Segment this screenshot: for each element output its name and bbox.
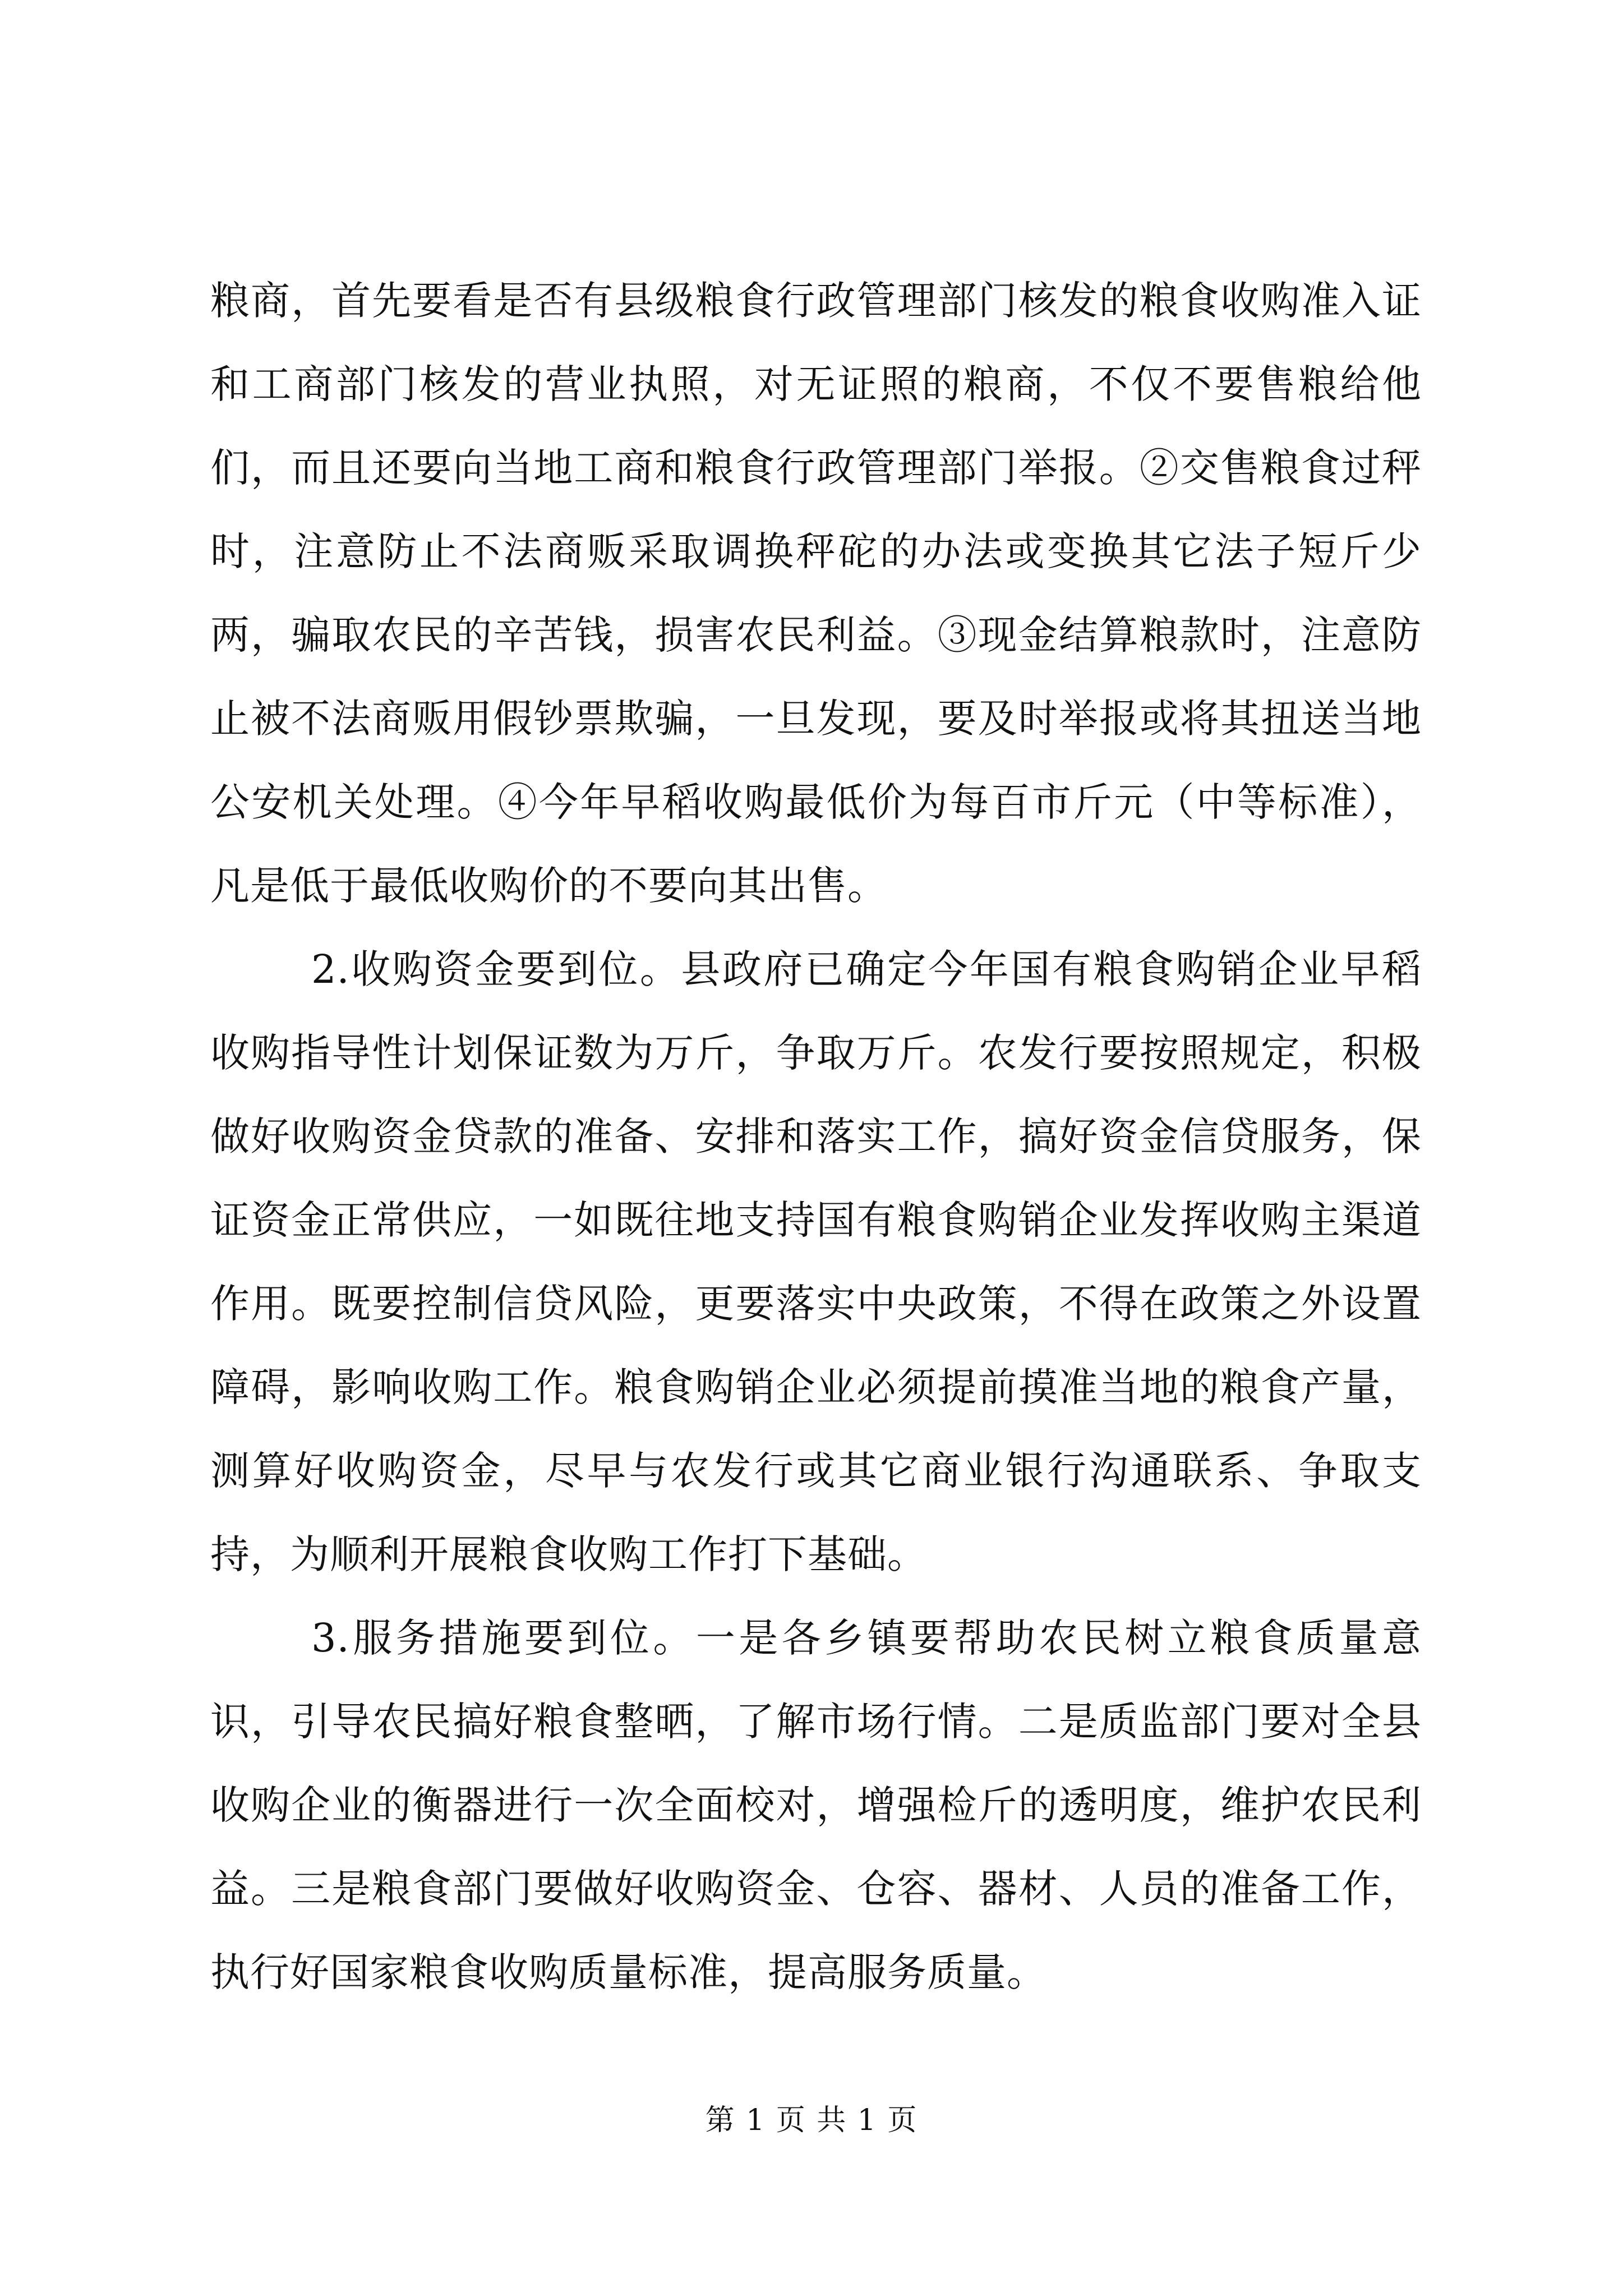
page-number-footer: 第 1 页 共 1 页 [705, 2104, 918, 2137]
paragraph-continuation: 粮商，首先要看是否有县级粮食行政管理部门核发的粮食收购准入证和工商部门核发的营业执照，对无证照的粮商，不仅不要售粮给他们，而且还要向当地工商和粮食行政管理部门举报。②交售粮食过秤时，注意防止不法商贩采取调换秤砣的办法或变换其它法子短斤少两，骗取农民的辛苦钱，损害农民利益。③现金结算粮款时，注意防止被不法商贩用假钞票欺骗，一旦发现，要及时举报或将其扭送当地公安机关处理。④今年早稻收购最低价为每百市斤元（中等标准），凡是低于最低收购价的不要向其出售。 [210, 278, 1422, 909]
paragraph-service-measures: 3.服务措施要到位。一是各乡镇要帮助农民树立粮食质量意识，引导农民搞好粮食整晒，了解市场行情。二是质监部门要对全县收购企业的衡器进行一次全面校对，增强检斤的透明度，维护农民利益。三是粮食部门要做好收购资金、仓容、器材、人员的准备工作，执行好国家粮食收购质量标准，提高服务质量。 [210, 1615, 1422, 1995]
paragraph-funding: 2.收购资金要到位。县政府已确定今年国有粮食购销企业早稻收购指导性计划保证数为万斤，争取万斤。农发行要按照规定，积极做好收购资金贷款的准备、安排和落实工作，搞好资金信贷服务，保证资金正常供应，一如既往地支持国有粮食购销企业发挥收购主渠道作用。既要控制信贷风险，更要落实中央政策，不得在政策之外设置障碍，影响收购工作。粮食购销企业必须提前摸准当地的粮食产量，测算好收购资金，尽早与农发行或其它商业银行沟通联系、争取支持，为顺利开展粮食收购工作打下基础。 [210, 946, 1422, 1577]
document-body [210, 259, 1422, 2014]
